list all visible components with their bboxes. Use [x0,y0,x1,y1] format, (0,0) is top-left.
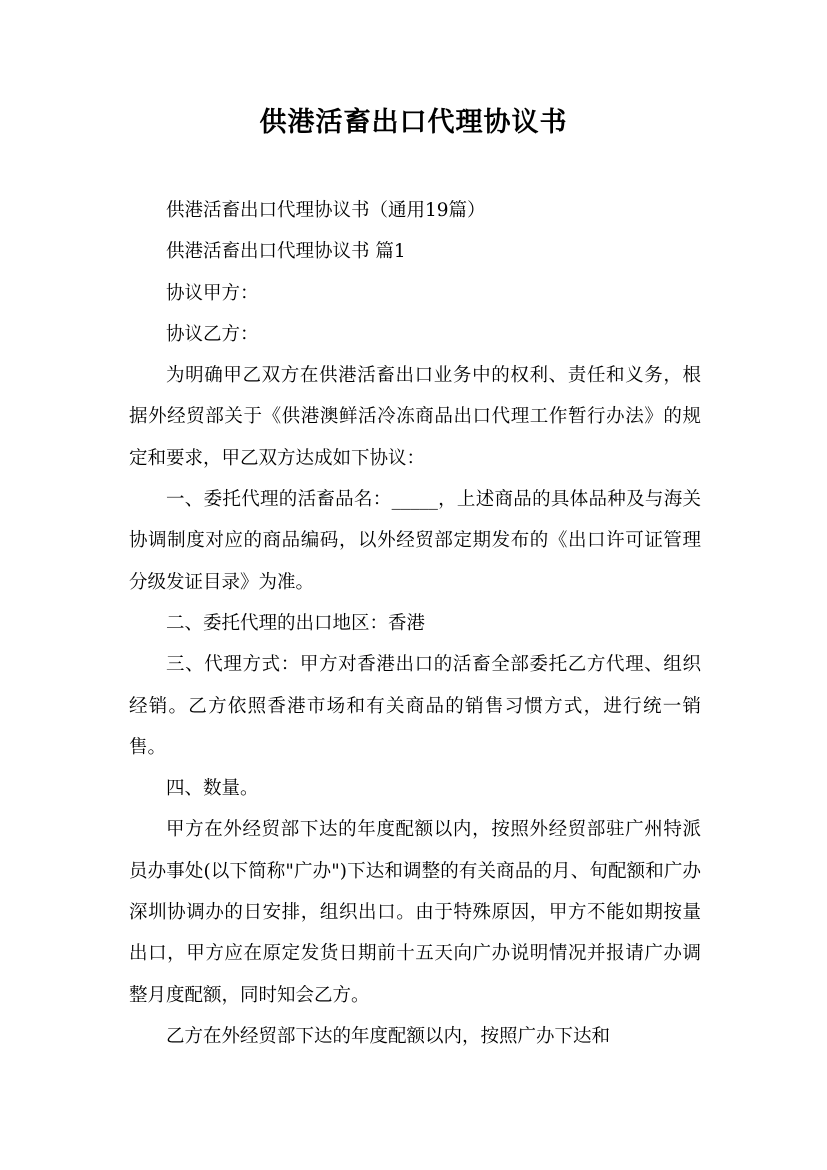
section-heading: 供港活畜出口代理协议书 篇1 [166,241,406,263]
party-b-line: 协议乙方： [166,323,259,345]
clause-3-paragraph: 三、代理方式：甲方对香港出口的活畜全部委托乙方代理、组织经销。乙方依照香港市场和有关商品的销售习惯方式，进行统一销售。 [129,654,701,758]
party-a-line: 协议甲方： [166,282,259,304]
subtitle-paragraph: 供港活畜出口代理协议书（通用19篇） [166,200,486,221]
preamble-paragraph: 为明确甲乙双方在供港活畜出口业务中的权利、责任和义务，根据外经贸部关于《供港澳鲜活冷冻商品出口代理工作暂行办法》的规定和要求，甲乙双方达成如下协议： [129,365,701,469]
clause-2-paragraph: 二、委托代理的出口地区：香港 [166,612,426,634]
clause-4-party-a-paragraph: 甲方在外经贸部下达的年度配额以内，按照外经贸部驻广州特派员办事处(以下简称"广办")下达和调整的有关商品的月、旬配额和广办深圳协调办的日安排，组织出口。由于特殊原因，甲方不能如期按量出口，甲方应在原定发货日期前十五天向广办说明情况并报请广办调整月度配额，同时知会乙方。 [129,819,701,1006]
clause-4-party-b-paragraph: 乙方在外经贸部下达的年度配额以内，按照广办下达和 [166,1025,611,1047]
document-title: 供港活畜出口代理协议书 [259,107,568,138]
clause-4-heading: 四、数量。 [166,778,259,800]
clause-1-paragraph: 一、委托代理的活畜品名：_____，上述商品的具体品种及与海关协调制度对应的商品编码，以外经贸部定期发布的《出口许可证管理分级发证目录》为准。 [129,489,701,593]
document-body [129,190,701,1057]
